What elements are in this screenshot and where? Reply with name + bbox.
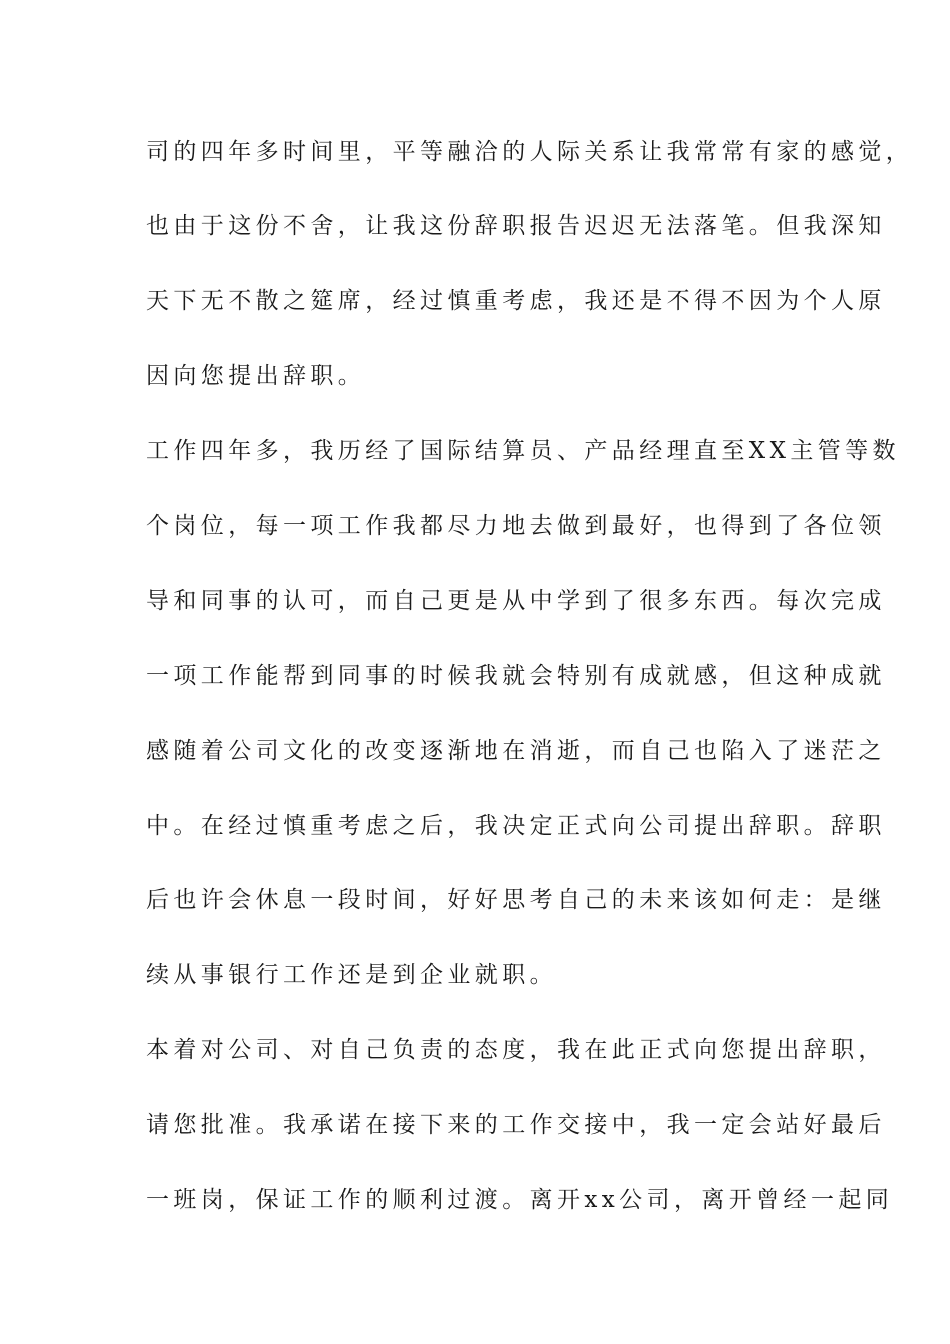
text-line: 个岗位，每一项工作我都尽力地去做到最好，也得到了各位领 [146,513,886,539]
text-line: 本着对公司、对自己负责的态度，我在此正式向您提出辞职， [146,1037,886,1063]
text-line: 一项工作能帮到同事的时候我就会特别有成就感，但这种成就 [146,663,886,689]
text-line: 工作四年多，我历经了国际结算员、产品经理直至XX主管等数 [146,438,900,464]
text-line: 一班岗，保证工作的顺利过渡。离开xx公司，离开曾经一起同 [146,1187,894,1213]
text-line: 请您批准。我承诺在接下来的工作交接中，我一定会站好最后 [146,1112,886,1138]
text-line: 续从事银行工作还是到企业就职。 [146,962,557,988]
text-line: 天下无不散之筵席，经过慎重考虑，我还是不得不因为个人原 [146,288,886,314]
text-line: 感随着公司文化的改变逐渐地在消逝，而自己也陷入了迷茫之 [146,738,886,764]
text-line: 后也许会休息一段时间，好好思考自己的未来该如何走：是继 [146,887,886,913]
text-line: 因向您提出辞职。 [146,363,366,389]
text-line: 司的四年多时间里，平等融洽的人际关系让我常常有家的感觉， [146,139,914,165]
text-line: 也由于这份不舍，让我这份辞职报告迟迟无法落笔。但我深知 [146,213,886,239]
text-line: 导和同事的认可，而自己更是从中学到了很多东西。每次完成 [146,588,886,614]
text-line: 中。在经过慎重考虑之后，我决定正式向公司提出辞职。辞职 [146,813,886,839]
